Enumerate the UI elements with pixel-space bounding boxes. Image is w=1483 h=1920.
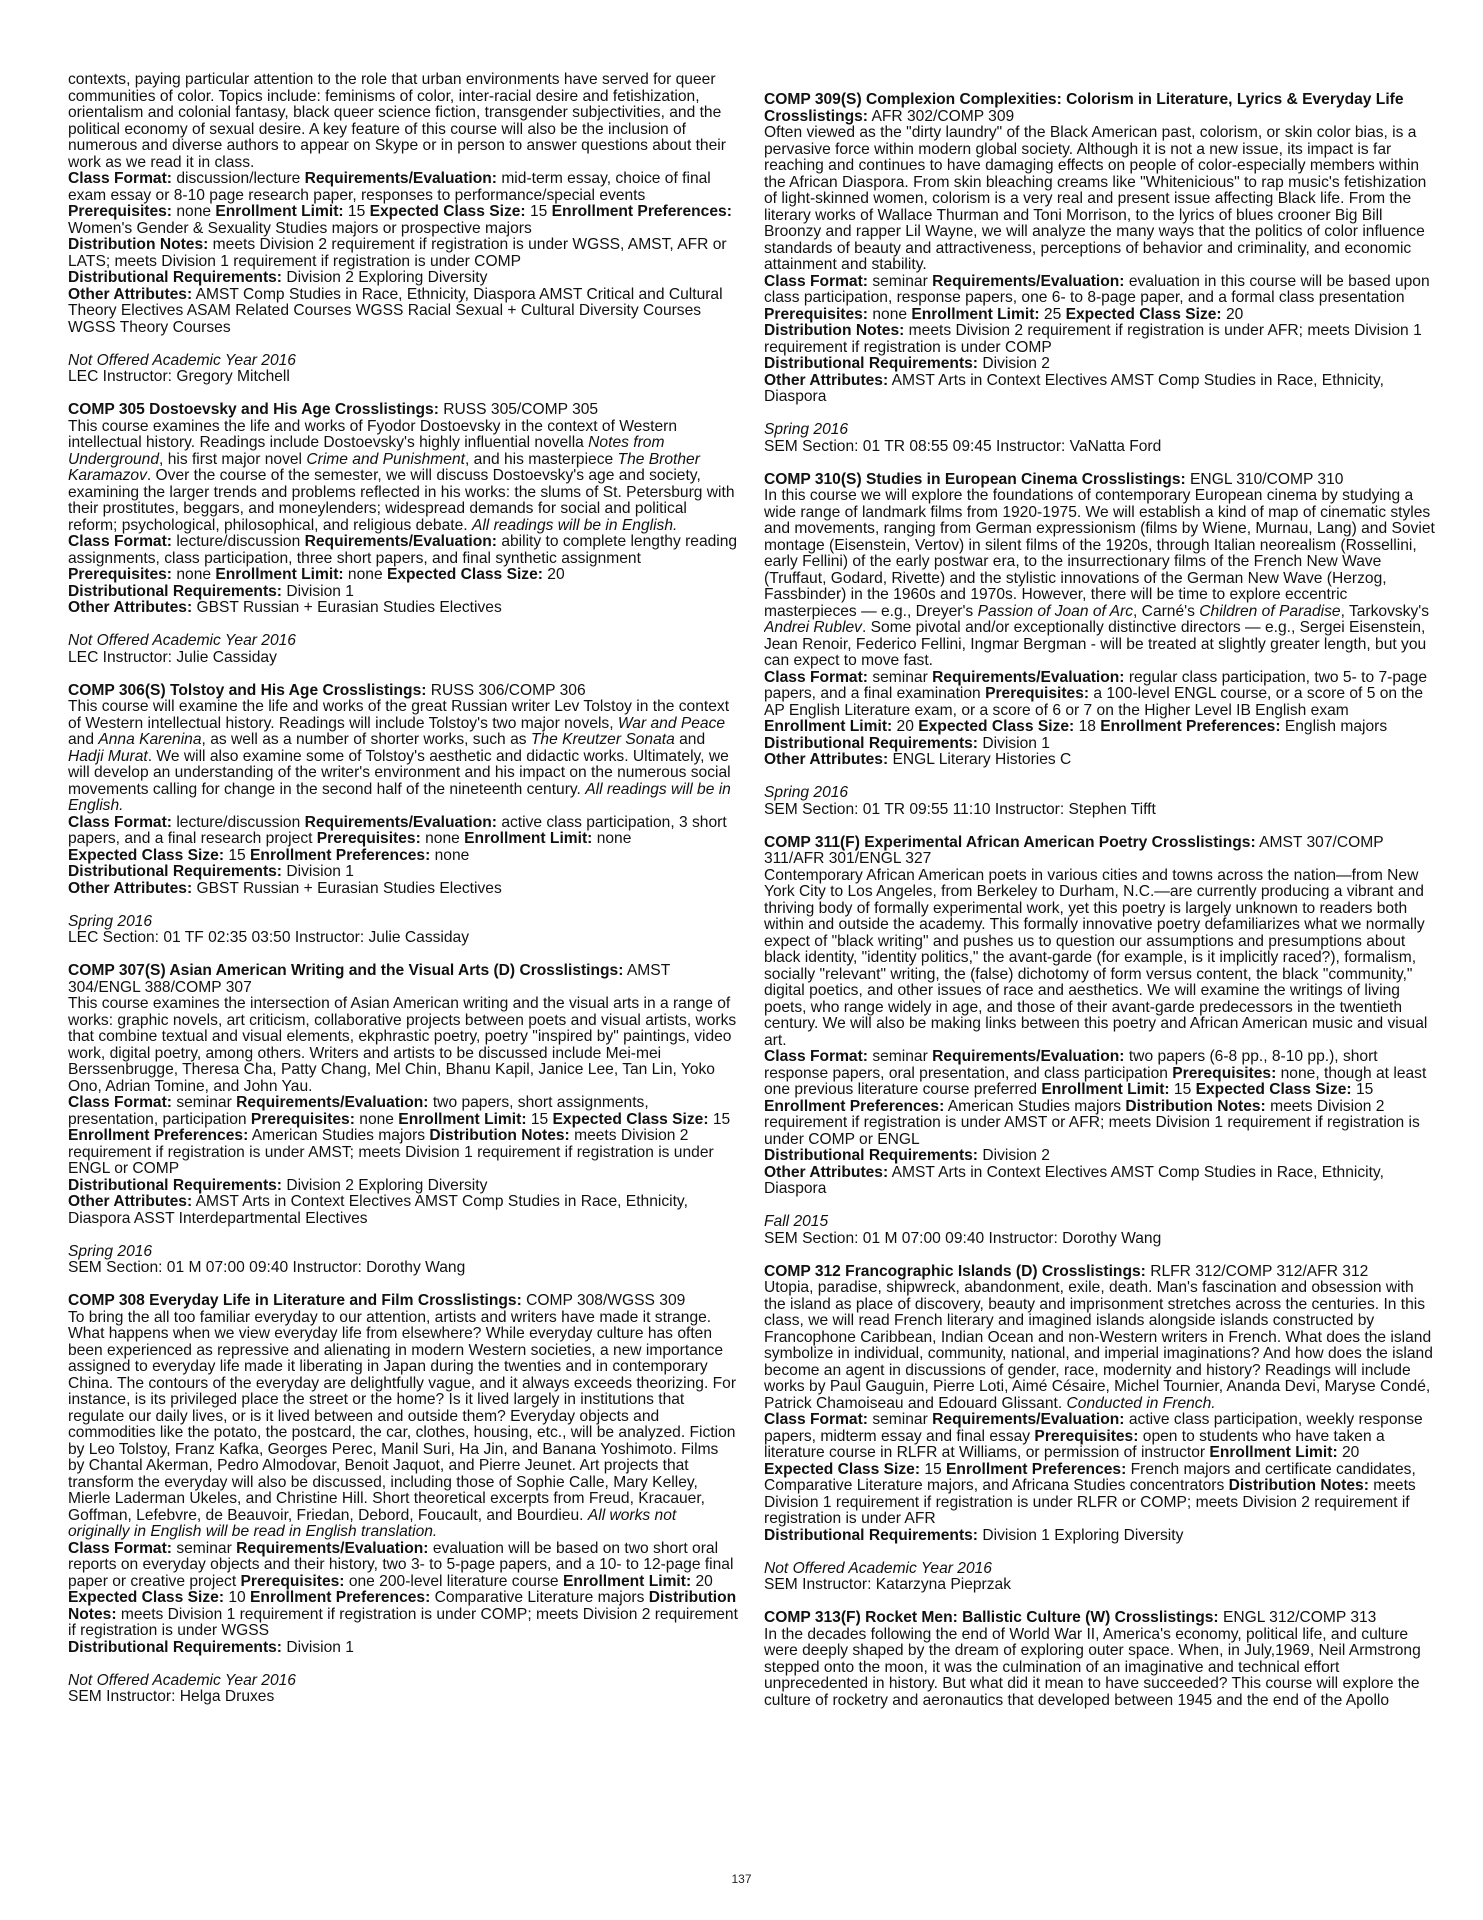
distributional-requirements: Division 2 Exploring Diversity <box>282 1176 488 1194</box>
field-label: Enrollment Preferences: <box>551 203 732 220</box>
enrollment-preferences: American Studies majors <box>944 1097 1126 1115</box>
distribution-notes: meets Division 2 requirement if registration is under AFR; meets Division 1 requirement if registration is under COMP <box>764 322 1422 356</box>
requirements: two papers (6-8 pp., 8-10 pp.), short response papers, oral presentation, and class participation <box>764 1048 1378 1082</box>
field-label: Distribution Notes: <box>68 236 209 253</box>
course-entry-comp311 <box>764 835 1436 1198</box>
field-label: Other Attributes: <box>68 599 193 616</box>
distributional-requirements: Division 2 <box>978 355 1050 372</box>
field-label: Distribution Notes: <box>1228 1477 1369 1494</box>
field-label: Expected Class Size: <box>1065 305 1222 323</box>
field-label: Prerequisites: <box>1172 1064 1277 1082</box>
field-label: Requirements/Evaluation: <box>236 1094 429 1111</box>
distributional-requirements: Division 2 <box>978 1147 1050 1164</box>
field-label: Expected Class Size: <box>68 1589 225 1606</box>
term: Not Offered Academic Year 2016 <box>68 1671 296 1689</box>
field-label: Distributional Requirements: <box>764 1147 979 1164</box>
distribution-notes: meets Division 1 requirement if registration is under RLFR or COMP; meets Division 2 requirement if registration is under AFR <box>764 1477 1416 1527</box>
class-format: seminar <box>868 1048 933 1065</box>
field-label: Prerequisites: <box>764 305 869 323</box>
prerequisites: a 100-level ENGL course, or a score of 5 on the AP English Literature exam, or a score of 6 or 7 on the Higher Level IB English exam <box>764 685 1424 719</box>
crosslistings: RUSS 305/COMP 305 <box>438 401 599 418</box>
course-entry-comp307 <box>68 963 738 1227</box>
work-title: The Brother Karamazov <box>68 450 700 484</box>
course-description: . Over the course of the semester, we will discuss Dostoevsky's age and society, examining the larger trends and problems reflected in his works: the slums of St. Petersburg with their prostitutes, beggars, and moneylenders; widespread demands for social and political reform; psychological, philosophical, and religious debate. <box>68 467 735 534</box>
field-label: Distribution Notes: <box>68 1589 737 1623</box>
field-label: Class Format: <box>68 170 172 187</box>
course-title: COMP 307(S) Asian American Writing and the Visual Arts (D) Crosslistings: <box>68 962 624 979</box>
crosslistings: AFR 302/COMP 309 <box>867 107 1015 125</box>
course-offering <box>68 633 738 666</box>
term: Spring 2016 <box>764 784 849 801</box>
class-size: 18 <box>1074 718 1101 735</box>
distribution-notes: meets Division 2 requirement if registration is under WGSS, AMST, AFR or LATS; meets Division 1 requirement if registration is under COMP <box>68 236 727 270</box>
language-note: All readings will be in English. <box>68 780 731 814</box>
enrollment-limit: none <box>343 566 387 583</box>
field-label: Class Format: <box>68 1094 172 1111</box>
class-size: 15 <box>1351 1081 1374 1098</box>
section-info: LEC Instructor: Julie Cassiday <box>68 648 277 666</box>
course-entry-comp309 <box>764 92 1436 406</box>
enrollment-limit: 25 <box>1039 305 1066 323</box>
other-attributes: ENGL Literary Histories C <box>888 751 1072 768</box>
enrollment-limit: 15 <box>526 1110 553 1128</box>
section-info: SEM Section: 01 TR 09:55 11:10 Instructor: Stephen Tifft <box>764 800 1156 818</box>
course-offering <box>764 422 1436 455</box>
field-label: Class Format: <box>68 813 172 831</box>
field-label: Requirements/Evaluation: <box>932 1048 1125 1065</box>
prerequisites: none <box>354 1110 399 1128</box>
section-info: SEM Section: 01 TR 08:55 09:45 Instructor: VaNatta Ford <box>764 437 1162 455</box>
class-size: 10 <box>224 1589 251 1606</box>
prerequisites: one 200-level literature course <box>344 1572 563 1590</box>
course-description: This course examines the life and works of Fyodor Dostoevsky in the context of Western intellectual history. Readings include Dostoevsky's highly influential novella <box>68 417 678 451</box>
class-size: 20 <box>1221 305 1244 323</box>
field-label: Expected Class Size: <box>68 846 225 864</box>
field-label: Enrollment Limit: <box>464 830 593 847</box>
enrollment-preferences: Women's Gender & Sexuality Studies majors or prospective majors <box>68 219 532 237</box>
term: Spring 2016 <box>68 912 153 930</box>
field-label: Prerequisites: <box>316 830 421 847</box>
field-label: Expected Class Size: <box>1195 1081 1352 1098</box>
distribution-notes: meets Division 1 requirement if registration is under COMP; meets Division 2 requirement if registration is under WGSS <box>68 1605 738 1639</box>
distribution-notes: meets Division 2 requirement if registration is under AMST or AFR; meets Division 1 requirement if registration is under COMP or ENGL <box>764 1097 1420 1148</box>
prerequisites: none <box>420 830 465 847</box>
field-label: Distributional Requirements: <box>68 582 283 600</box>
field-label: Enrollment Limit: <box>215 203 344 220</box>
work-title: Notes from Underground <box>68 434 665 468</box>
course-description: contexts, paying particular attention to the role that urban environments have served for queer communities of color. Topics include: feminisms of color, inter-racial desire and fetishization, orientalism and colonial fantasy, black queer science fiction, transgender subjectivities, and the political economy of sexual desire. A key feature of this course will also be the inclusion of numerous and diverse authors to appear on Skype or in person to answer questions about their work as we read it in class. <box>68 72 726 171</box>
course-title: COMP 312 Francographic Islands (D) Crosslistings: <box>764 1262 1146 1280</box>
crosslistings: ENGL 310/COMP 310 <box>1185 470 1344 488</box>
field-label: Class Format: <box>68 533 172 550</box>
distribution-notes: meets Division 2 requirement if registration is under AMST; meets Division 1 requirement if registration is under ENGL or COMP <box>68 1127 714 1177</box>
language-note: Conducted in French. <box>1066 1394 1216 1412</box>
field-label: Enrollment Limit: <box>215 566 344 583</box>
enrollment-limit: 15 <box>343 203 370 220</box>
field-label: Distribution Notes: <box>764 322 905 339</box>
course-title: COMP 311(F) Experimental African American Poetry Crosslistings: <box>764 833 1256 851</box>
course-offering <box>68 353 738 386</box>
prerequisites: open to students who have taken a literature course in RLFR at Williams, or permission of instructor <box>764 1427 1385 1461</box>
field-label: Distribution Notes: <box>429 1127 570 1144</box>
distributional-requirements: Division 1 <box>282 863 354 880</box>
course-offering <box>68 1244 738 1277</box>
distributional-requirements: Division 1 Exploring Diversity <box>978 1526 1184 1544</box>
section-info: SEM Instructor: Katarzyna Pieprzak <box>764 1576 1011 1593</box>
work-title: The Kreutzer Sonata <box>530 731 675 748</box>
language-note: All works not originally in English will be read in English translation. <box>68 1506 677 1540</box>
other-attributes: AMST Arts in Context Electives AMST Comp Studies in Race, Ethnicity, Diaspora <box>764 1163 1384 1197</box>
field-label: Distributional Requirements: <box>68 1638 283 1656</box>
course-entry-comp310 <box>764 472 1436 769</box>
work-title: Andrei Rublev <box>764 619 862 636</box>
field-label: Class Format: <box>764 668 868 686</box>
course-title: COMP 305 Dostoevsky and His Age Crosslistings: <box>68 401 439 418</box>
field-label: Other Attributes: <box>68 1193 193 1210</box>
course-offering <box>764 785 1436 818</box>
requirements: active class participation, weekly response papers, midterm essay and final essay <box>764 1411 1423 1445</box>
class-size: 20 <box>542 566 565 583</box>
field-label: Class Format: <box>764 272 868 290</box>
distributional-requirements: Division 1 <box>978 734 1050 752</box>
field-label: Distributional Requirements: <box>68 269 283 286</box>
prerequisites: none <box>868 305 912 323</box>
term: Not Offered Academic Year 2016 <box>764 1559 992 1577</box>
field-label: Enrollment Limit: <box>398 1110 527 1128</box>
field-label: Class Format: <box>764 1048 868 1065</box>
enrollment-preferences: French majors and certificate candidates, Comparative Literature majors, and Africana Studies concentrators <box>764 1460 1416 1494</box>
course-description: , his first major novel <box>159 450 307 468</box>
class-size: 15 <box>920 1460 947 1478</box>
class-format: lecture/discussion <box>172 813 305 831</box>
course-description: In the decades following the end of World War II, America's economy, political life, and culture were deeply shaped by the dream of exploring outer space. When, in July,1969, Neil Armstrong stepped onto the moon, it was the culmination of an imaginative and technical effort unprecedented in history. But what did it mean to have succeeded? This course will explore the culture of rocketry and aeronautics that developed between 1945 and the end of the Apollo <box>764 1625 1421 1709</box>
course-entry-comp306 <box>68 683 738 898</box>
field-label: Enrollment Limit: <box>562 1572 692 1590</box>
field-label: Prerequisites: <box>68 203 173 220</box>
section-info: SEM Section: 01 M 07:00 09:40 Instructor: Dorothy Wang <box>764 1229 1162 1247</box>
other-attributes: AMST Arts in Context Electives AMST Comp Studies in Race, Ethnicity, Diaspora ASST Interdepartmental Electives <box>68 1193 688 1227</box>
field-label: Enrollment Preferences: <box>68 1127 249 1144</box>
field-label: Prerequisites: <box>250 1110 355 1128</box>
course-entry-comp312 <box>764 1264 1436 1545</box>
course-description: . We will also examine some of Tolstoy's aesthetic and didactic works. Ultimately, we will develop an understanding of the writer's environment and his impact on the numerous social movements calling for change in the second half of the nineteenth century. <box>68 747 731 798</box>
term: Not Offered Academic Year 2016 <box>68 632 296 649</box>
field-label: Distributional Requirements: <box>764 1526 979 1544</box>
course-entry-comp305 <box>68 402 738 617</box>
section-info: LEC Instructor: Gregory Mitchell <box>68 368 290 385</box>
course-description: Utopia, paradise, shipwreck, abandonment, exile, death. Man's fascination and obsession with the island as place of discovery, beauty and imprisonment stretches across the centuries. In this class, we will read French literary and imagined islands alongside islands constructed by Francophone Caribbean, Indian Ocean and non-Western writers in French. What does the island symbolize in individual, community, national, and imperial imaginations? And how does the island become an agent in discussions of gender, race, modernity and history? Readings will include works by Paul Gauguin, Pierre Loti, Aimé Césaire, Michel Tournier, Ananda Devi, Maryse Condé, Patrick Chamoiseau and Edouard Glissant. <box>764 1279 1433 1412</box>
field-label: Enrollment Preferences: <box>250 1589 431 1606</box>
enrollment-limit: 15 <box>1169 1081 1196 1098</box>
field-label: Expected Class Size: <box>386 566 543 583</box>
requirements: two papers, short assignments, presentation, participation <box>68 1094 649 1128</box>
field-label: Requirements/Evaluation: <box>236 1539 429 1557</box>
other-attributes: AMST Comp Studies in Race, Ethnicity, Diaspora AMST Critical and Cultural Theory Electives ASAM Related Courses WGSS Racial Sexual + Cultural Diversity Courses WGSS Theory Courses <box>68 285 723 336</box>
field-label: Requirements/Evaluation: <box>304 533 497 550</box>
field-label: Enrollment Limit: <box>1041 1081 1170 1098</box>
enrollment-preferences: American Studies majors <box>248 1127 430 1144</box>
field-label: Distributional Requirements: <box>68 863 283 880</box>
other-attributes: AMST Arts in Context Electives AMST Comp Studies in Race, Ethnicity, Diaspora <box>764 371 1384 405</box>
field-label: Class Format: <box>68 1539 172 1557</box>
enrollment-preferences: English majors <box>1280 718 1388 735</box>
other-attributes: GBST Russian + Eurasian Studies Electives <box>192 599 502 616</box>
class-format: seminar <box>868 668 933 686</box>
work-title: Hadji Murat <box>68 747 148 765</box>
distributional-requirements: Division 1 <box>282 1638 354 1656</box>
course-description: This course examines the intersection of Asian American writing and the visual arts in a range of works: graphic novels, art criticism, collaborative projects between poets and visual artists, works that combine textual and visual elements, ekphrastic poetry, poetry "inspired by" paintings, video work, digital poetry, among others. Writers and artists to be discussed include Mei-mei Berssenbrugge, Theresa Cha, Patty Chang, Mel Chin, Bhanu Kapil, Janice Lee, Tan Lin, Yoko Ono, Adrian Tomine, and John Yau. <box>68 995 737 1095</box>
field-label: Enrollment Preferences: <box>1100 718 1281 735</box>
class-format: lecture/discussion <box>172 533 305 550</box>
enrollment-limit: 20 <box>691 1572 713 1590</box>
language-note: All readings will be in English. <box>471 516 678 534</box>
right-column <box>764 92 1436 1832</box>
course-description: , and his masterpiece <box>464 450 618 468</box>
work-title: Anna Karenina <box>98 731 202 748</box>
course-title: COMP 309(S) Complexion Complexities: Colorism in Literature, Lyrics & Everyday Life <box>764 92 1404 108</box>
page-number: 137 <box>731 1872 752 1886</box>
section-info: SEM Section: 01 M 07:00 09:40 Instructor: Dorothy Wang <box>68 1259 466 1276</box>
field-label: Distributional Requirements: <box>68 1176 283 1194</box>
field-label: Expected Class Size: <box>764 1460 921 1478</box>
distributional-requirements: Division 1 <box>282 582 354 600</box>
field-label: Other Attributes: <box>764 1163 889 1181</box>
course-description: In this course we will explore the foundations of contemporary European cinema by studying a wide range of landmark films from 1920-1975. We will establish a kind of map of cinematic styles and movements, ranging from German expressionism (films by Wiene, Murnau, Lang) and Soviet montage (Eisenstein, Vertov) in silent films of the 1920s, through Italian neorealism (Rossellini, early Fellini) of the early postwar era, to the insurrectionary films of the French New Wave (Truffaut, Godard, Rivette) and the stylistic innovations of the German New Wave (Herzog, Fassbinder) in the 1960s and 1970s. However, there will be time to explore eccentric masterpieces — e.g., Dreyer's <box>764 487 1435 620</box>
crosslistings: AMST 307/COMP 311/AFR 301/ENGL 327 <box>764 833 1384 867</box>
term: Spring 2016 <box>68 1242 153 1260</box>
field-label: Prerequisites: <box>68 566 173 583</box>
field-label: Other Attributes: <box>764 371 889 389</box>
class-size: 15 <box>708 1110 731 1128</box>
left-column <box>68 72 738 1812</box>
requirements: regular class participation, two 5- to 7-page papers, and a final examination <box>764 668 1428 702</box>
field-label: Other Attributes: <box>68 879 193 897</box>
field-label: Class Format: <box>764 1411 868 1428</box>
term: Fall 2015 <box>764 1213 829 1230</box>
term: Not Offered Academic Year 2016 <box>68 351 296 369</box>
crosslistings: RLFR 312/COMP 312/AFR 312 <box>1145 1262 1369 1280</box>
field-label: Prerequisites: <box>985 685 1090 702</box>
field-label: Enrollment Preferences: <box>946 1460 1127 1478</box>
field-label: Expected Class Size: <box>918 718 1075 735</box>
course-description: and <box>674 731 706 748</box>
field-label: Enrollment Preferences: <box>764 1097 945 1115</box>
crosslistings: RUSS 306/COMP 306 <box>426 681 586 699</box>
field-label: Requirements/Evaluation: <box>932 272 1125 290</box>
prerequisites: none <box>172 203 216 220</box>
course-title: COMP 308 Everyday Life in Literature and Film Crosslistings: <box>68 1292 522 1309</box>
work-title: Passion of Joan of Arc <box>977 602 1134 620</box>
course-title: COMP 313(F) Rocket Men: Ballistic Culture (W) Crosslistings: <box>764 1609 1219 1626</box>
field-label: Expected Class Size: <box>552 1110 709 1128</box>
enrollment-limit: 20 <box>892 718 919 735</box>
field-label: Distributional Requirements: <box>764 734 979 752</box>
term: Spring 2016 <box>764 421 849 438</box>
distributional-requirements: Division 2 Exploring Diversity <box>282 269 488 286</box>
field-label: Requirements/Evaluation: <box>932 1411 1125 1428</box>
field-label: Enrollment Limit: <box>764 718 893 735</box>
enrollment-preferences: Comparative Literature majors <box>430 1589 649 1606</box>
course-title: COMP 306(S) Tolstoy and His Age Crosslistings: <box>68 681 427 699</box>
course-description: Contemporary African American poets in various cities and towns across the nation—from New York City to Los Angeles, from Berkeley to Durham, N.C.—are currently producing a vibrant and thriving body of formally experimental work, yet this poetry is largely unknown to readers both within and outside the academy. This formally innovative poetry defamiliarizes what we normally expect of "black writing" and pushes us to question our assumptions and presumptions about black identity, "identity politics," the avant-garde (for example, is it implicitly raced?), formalism, socially "relevant" writing, the (false) dichotomy of form versus content, the black "community," digital poetics, and other issues of race and aesthetics. We will examine the writings of living poets, who range widely in age, and those of their avant-garde predecessors in the twentieth century. We will also be making links between this poetry and African American music and visual art. <box>764 866 1428 1049</box>
course-description: To bring the all too familiar everyday to our attention, artists and writers have made it strange. What happens when we view everyday life from elsewhere? While everyday culture has often been experienced as repressive and alienating in modern Western societies, a new importance assigned to everyday life made it liberating in Japan during the twenties and in contemporary China. The contours of the everyday are delightfully vague, and it always exceeds theorizing. For instance, is its privileged place the street or the home? Is it lived largely in institutions that regulate our daily lives, or is it lived between and outside them? Everyday objects and commodities like the potato, the postcard, the car, clothes, housing, etc., will be analyzed. Fiction by Leo Tolstoy, Franz Kafka, Georges Perec, Manil Suri, Ha Jin, and Banana Yoshimoto. Films by Chantal Akerman, Pedro Almodovar, Benoit Jaquot, and Pierre Jeunet. Art projects that transform the everyday will also be discussed, including those of Sophie Calle, Mary Kelley, Mierle Laderman Ukeles, and Christine Hill. Short theoretical excerpts from Freud, Kracauer, Goffman, Lefebvre, de Beauvoir, Friedan, Debord, Foucault, and Bourdieu. <box>68 1308 737 1524</box>
class-format: seminar <box>868 1411 933 1428</box>
course-offering <box>68 1673 738 1706</box>
course-description: . Some pivotal and/or exceptionally distinctive directors — e.g., Sergei Eisenstein, Jean Renoir, Federico Fellini, Ingmar Bergman - will be treated at slightly greater length, but you can expect to move fast. <box>764 619 1427 669</box>
field-label: Enrollment Limit: <box>1209 1444 1338 1461</box>
enrollment-limit: none <box>592 830 632 847</box>
other-attributes: GBST Russian + Eurasian Studies Electives <box>192 879 502 897</box>
work-title: Children of Paradise <box>1199 602 1341 620</box>
crosslistings: AMST 304/ENGL 388/COMP 307 <box>68 962 670 996</box>
class-format: seminar <box>868 272 933 290</box>
course-description: This course will examine the life and works of the great Russian writer Lev Tolstoy in the context of Western intellectual history. Readings will include Tolstoy's two major novels, <box>68 698 730 732</box>
field-label: Other Attributes: <box>68 285 193 303</box>
field-label: Enrollment Preferences: <box>250 846 431 864</box>
course-entry-comp308 <box>68 1293 738 1656</box>
section-info: SEM Instructor: Helga Druxes <box>68 1688 275 1705</box>
course-description: Often viewed as the "dirty laundry" of the Black American past, colorism, or skin color bias, is a pervasive force within modern global society. Although it is not a new issue, its impact is far reaching and continues to have damaging effects on people of color-especially members within the African Diaspora. From skin bleaching creams like "Whitenicious" to rap music's fetishization of light-skinned women, colorism is a very real and present issue affecting Black life. From the literary works of Wallace Thurman and Toni Morrison, to the lyrics of blues crooner Big Bill Broonzy and rapper Lil Wayne, we will analyze the many ways that the politics of color influence standards of beauty and attractiveness, perceptions of behavior and criminality, and economic attainment and stability. <box>764 124 1427 273</box>
field-label: Expected Class Size: <box>369 203 526 220</box>
field-label: Distributional Requirements: <box>764 355 979 372</box>
field-label: Other Attributes: <box>764 751 889 768</box>
crosslistings: ENGL 312/COMP 313 <box>1218 1609 1377 1626</box>
work-title: Crime and Punishment <box>306 450 465 468</box>
requirements: mid-term essay, choice of final exam essay or 8-10 page research paper, responses to performance/special events <box>68 170 711 204</box>
class-format: seminar <box>172 1094 237 1111</box>
class-size: 15 <box>224 846 251 864</box>
requirements: active class participation, 3 short papers, and a final research project <box>68 813 727 847</box>
course-description: , Tarkovsky's <box>1340 602 1430 620</box>
requirements: evaluation in this course will be based upon class participation, response papers, one 6- to 8-page paper, and a formal class presentation <box>764 272 1430 306</box>
crosslistings: COMP 308/WGSS 309 <box>521 1292 686 1309</box>
field-label: Requirements/Evaluation: <box>932 668 1125 686</box>
field-label: Enrollment Limit: <box>911 305 1040 323</box>
course-description: , as well as a number of shorter works, such as <box>201 731 531 748</box>
field-label: Prerequisites: <box>240 1572 345 1590</box>
requirements: evaluation will be based on two short oral reports on everyday objects and their history, two 3- to 5-page papers, and a 10- to 12-page final paper or creative project <box>68 1539 734 1590</box>
enrollment-limit: 20 <box>1337 1444 1360 1461</box>
prerequisites: none <box>172 566 216 583</box>
field-label: Requirements/Evaluation: <box>304 813 497 831</box>
course-entry <box>68 72 738 336</box>
course-description: and <box>68 731 99 748</box>
class-format: discussion/lecture <box>172 170 305 187</box>
field-label: Requirements/Evaluation: <box>304 170 497 187</box>
field-label: Distribution Notes: <box>1125 1097 1266 1115</box>
course-title: COMP 310(S) Studies in European Cinema Crosslistings: <box>764 470 1186 488</box>
field-label: Crosslistings: <box>764 107 868 125</box>
prerequisites: none, though at least one previous literature course preferred <box>764 1064 1427 1098</box>
enrollment-preferences: none <box>430 846 470 864</box>
course-offering <box>764 1561 1436 1594</box>
course-offering <box>764 1214 1436 1247</box>
field-label: Prerequisites: <box>1034 1427 1139 1445</box>
section-info: LEC Section: 01 TF 02:35 03:50 Instructor: Julie Cassiday <box>68 929 470 946</box>
course-offering <box>68 914 738 947</box>
class-size: 15 <box>525 203 552 220</box>
requirements: ability to complete lengthy reading assignments, class participation, three short papers, and final synthetic assignment <box>68 533 738 567</box>
class-format: seminar <box>172 1539 237 1557</box>
course-entry-comp313 <box>764 1610 1436 1709</box>
work-title: War and Peace <box>617 714 726 732</box>
course-description: , Carné's <box>1133 602 1200 620</box>
